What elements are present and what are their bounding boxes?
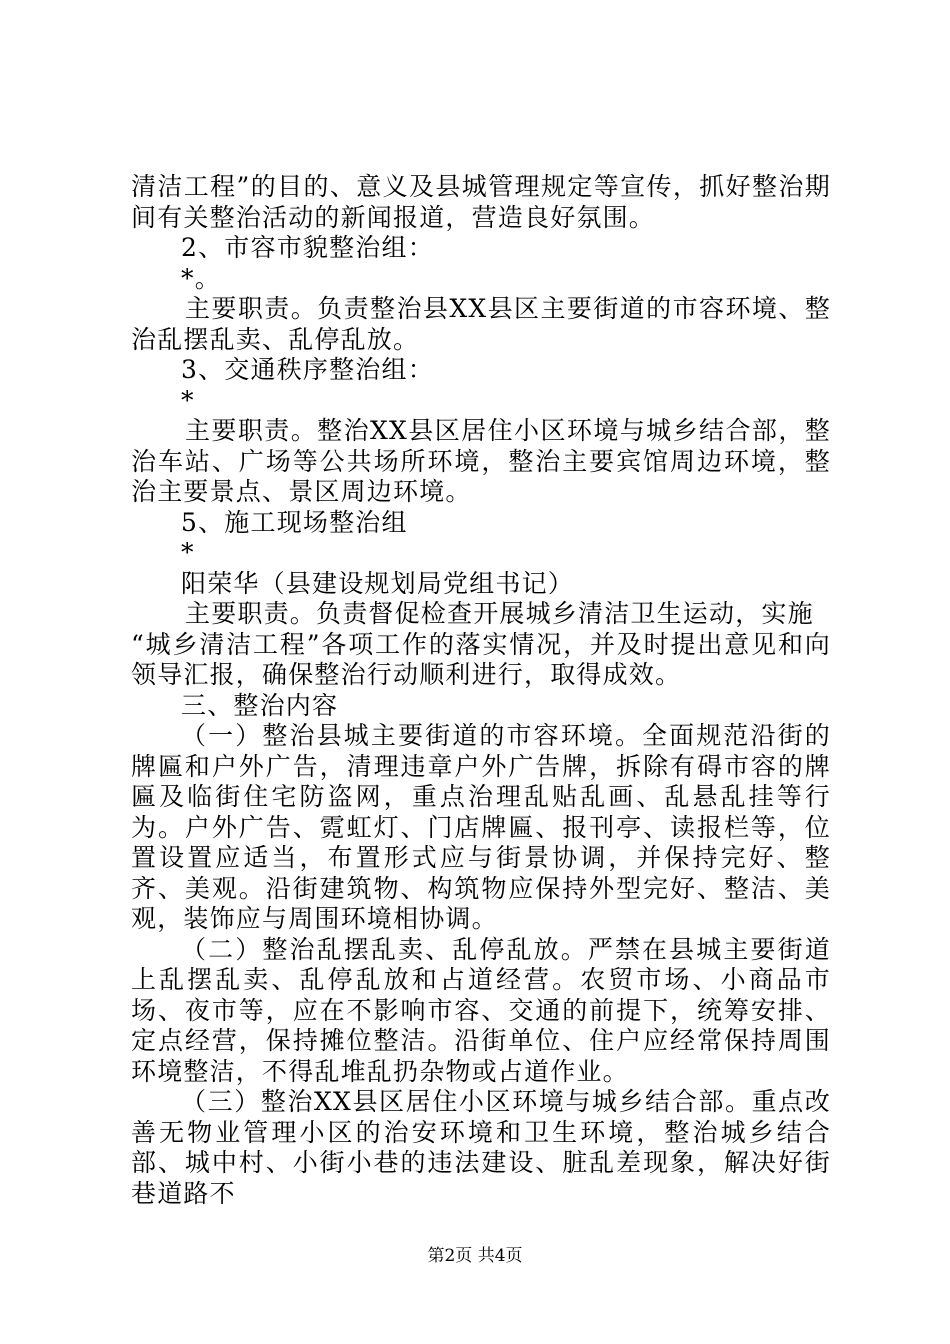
duty-traffic-order: 主要职责。整治XX县区居住小区环境与城乡结合部，整治车站、广场等公共场所环境，整治主要宾馆周边环境，整治主要景点、景区周边环境。 — [131, 416, 831, 506]
duty-construction-site-continued: “城乡清洁工程”各项工作的落实情况，并及时提出意见和向领导汇报，确保整治行动顺利进行，取得成效。 — [131, 629, 831, 689]
member-name: 阳荣华（县建设规划局党组书记） — [181, 568, 575, 598]
member-placeholder: * — [181, 385, 195, 415]
item-two-street-vending: （二）整治乱摆乱卖、乱停乱放。严禁在县城主要街道上乱摆乱卖、乱停乱放和占道经营。农贸市场、小商品市场、夜市等，应在不影响市容、交通的前提下，统筹安排、定点经营，保持摊位整洁。沿街单位、住户应经常保持周围环境整洁，不得乱堆乱扔杂物或占道作业。 — [131, 934, 831, 1086]
item-three-residential-areas: （三）整治XX县区居住小区环境与城乡结合部。重点改善无物业管理小区的治安环境和卫生环境，整治城乡结合部、城中村、小街小巷的违法建设、脏乱差现象，解决好街巷道路不 — [131, 1087, 831, 1208]
heading-construction-site-group: 5、施工现场整治组 — [181, 507, 408, 537]
page-number-footer: 第2页 共4页 — [427, 1246, 523, 1266]
member-placeholder: * — [181, 538, 195, 567]
heading-city-appearance-group: 2、市容市貌整治组： — [181, 233, 434, 262]
heading-traffic-order-group: 3、交通秩序整治组： — [181, 355, 434, 384]
document-body — [131, 172, 831, 1209]
paragraph-continuation: 清洁工程”的目的、意义及县城管理规定等宣传，抓好整治期间有关整治活动的新闻报道，营造良好氛围。 — [131, 172, 831, 232]
member-placeholder: *。 — [181, 263, 221, 293]
duty-construction-site: 主要职责。负责督促检查开展城乡清洁卫生运动，实施 — [185, 599, 814, 628]
duty-city-appearance: 主要职责。负责整治县XX县区主要街道的市容环境、整治乱摆乱卖、乱停乱放。 — [131, 294, 831, 354]
section-heading-rectification-content: 三、整治内容 — [181, 690, 339, 720]
item-one-street-appearance: （一）整治县城主要街道的市容环境。全面规范沿街的牌匾和户外广告，清理违章户外广告牌，拆除有碍市容的牌匾及临街住宅防盗网，重点治理乱贴乱画、乱悬乱挂等行为。户外广告、霓虹灯、门店牌匾、报刊亭、读报栏等，位置设置应适当，布置形式应与街景协调，并保持完好、整齐、美观。沿街建筑物、构筑物应保持外型完好、整洁、美观，装饰应与周围环境相协调。 — [131, 721, 831, 933]
